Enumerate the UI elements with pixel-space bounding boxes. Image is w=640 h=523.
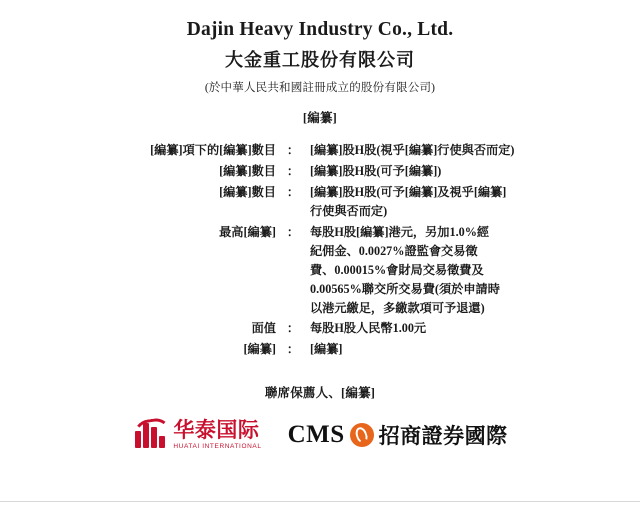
term-colon: ： (286, 185, 300, 200)
table-row (71, 182, 569, 222)
term-value (310, 339, 569, 360)
sponsor-logos (40, 418, 600, 452)
term-value-line: 行使與否而定) (310, 203, 388, 218)
term-value-line: 每股H股人民幣1.00元 (310, 321, 427, 336)
term-label: 最高[編纂] (219, 224, 276, 239)
company-name-chinese: 大金重工股份有限公司 (225, 50, 415, 71)
term-value (310, 182, 569, 222)
incorporation-note: (於中華人民共和國註冊成立的股份有限公司) (204, 81, 436, 94)
term-label: 面值 (251, 321, 276, 336)
term-value-line: [編纂]股H股(視乎[編纂]行使與否而定) (310, 143, 515, 158)
term-colon: ： (286, 321, 300, 336)
term-value-line: 以港元繳足，多繳款項可予退還) (310, 300, 485, 315)
huatai-wordmark (173, 420, 261, 451)
term-colon: ： (286, 224, 300, 239)
company-name-english: Dajin Heavy Industry Co., Ltd. (186, 19, 454, 40)
term-label: [編纂]數目 (219, 164, 276, 179)
term-value-line: [編纂]股H股(可予[編纂]) (310, 164, 442, 179)
term-value-line: 0.00565%聯交所交易費(須於申請時 (310, 281, 500, 296)
table-row (71, 140, 569, 161)
term-value-line: 紀佣金、0.0027%證監會交易徵 (310, 243, 478, 258)
huatai-international-logo (132, 418, 261, 452)
term-value (310, 140, 569, 161)
cms-name-chinese: 招商證券國際 (378, 425, 508, 449)
term-value-line: 每股H股[編纂]港元，另加1.0%經 (310, 224, 490, 239)
term-value-line: [編纂]股H股(可予[編纂]及視乎[編纂] (310, 185, 507, 200)
term-colon: ： (286, 342, 300, 357)
term-colon: ： (286, 143, 300, 158)
offering-terms-table (71, 140, 569, 360)
term-label: [編纂] (243, 342, 276, 357)
term-label: [編纂]數目 (219, 185, 276, 200)
table-row (71, 161, 569, 182)
footer-divider (0, 501, 640, 502)
cms-logo (288, 420, 508, 450)
table-row (71, 339, 569, 360)
term-value (310, 161, 569, 182)
term-value-line: 費、0.00015%會財局交易徵費及 (310, 262, 484, 277)
table-row (71, 222, 569, 319)
cms-flame-icon (350, 423, 374, 447)
joint-sponsors-heading: 聯席保薦人、[編纂] (264, 386, 376, 401)
listing-tag: [編纂] (302, 111, 338, 126)
term-label: [編纂]項下的[編纂]數目 (150, 143, 276, 158)
term-value (310, 222, 569, 319)
term-value (310, 318, 569, 339)
term-colon: ： (286, 164, 300, 179)
huatai-name-chinese: 华泰国际 (173, 418, 260, 442)
cms-letters: CMS (287, 421, 345, 449)
table-row (71, 318, 569, 339)
term-value-line: [編纂] (310, 342, 343, 357)
huatai-mark-icon (132, 418, 166, 452)
huatai-name-english: HUATAI INTERNATIONAL (173, 442, 262, 450)
